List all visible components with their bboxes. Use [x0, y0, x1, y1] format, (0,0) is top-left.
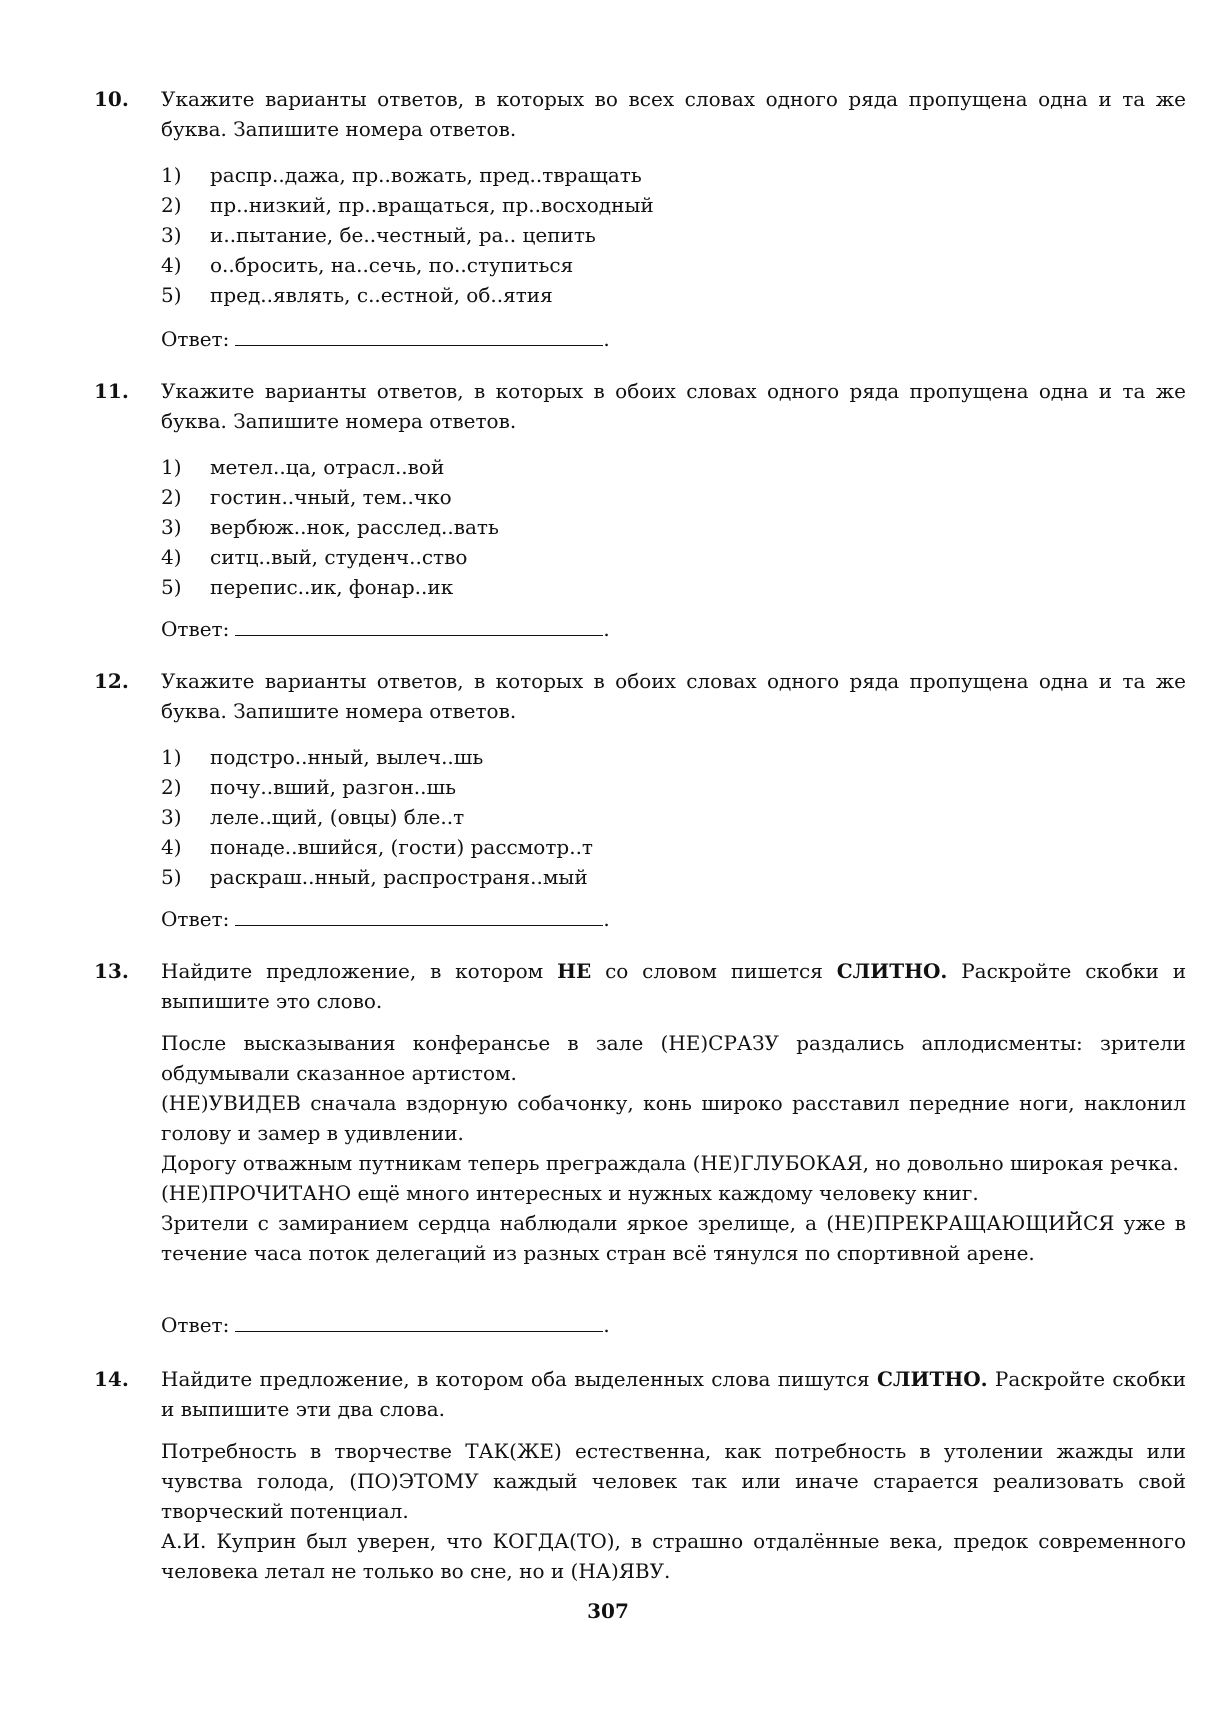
list-item: 5) пред..являть, с..естной, об..ятия [161, 283, 553, 307]
answer-label: Ответ: [161, 327, 230, 351]
list-item: 1) метел..ца, отрасл..вой [161, 455, 445, 479]
task-prompt: Найдите предложение, в котором НЕ со словом пишется СЛИТНО. Раскройте скобки и выпишите это слово. [161, 959, 1187, 1013]
list-item: 4) ситц..вый, студенч..ство [161, 545, 468, 569]
answer-line: Ответ: . [161, 1313, 610, 1337]
sentence: (НЕ)ПРОЧИТАНО ещё много интересных и нужных каждому человеку книг. [161, 1181, 979, 1205]
sentence: Зрители с замиранием сердца наблюдали яркое зрелище, а (НЕ)ПРЕКРАЩАЮЩИЙСЯ уже в течение часа поток делегаций из разных стран всё тянулся по спортивной арене. [161, 1211, 1186, 1265]
list-item: 3) леле..щий, (овцы) бле..т [161, 805, 465, 829]
answer-label: Ответ: [161, 617, 230, 641]
sentence: А.И. Куприн был уверен, что КОГДА(ТО), в страшно отдалённые века, предок современного человека летал не только во сне, но и (НА)ЯВУ. [161, 1529, 1186, 1583]
list-item: 5) перепис..ик, фонар..ик [161, 575, 454, 599]
sentence: Потребность в творчестве ТАК(ЖЕ) естественна, как потребность в утолении жажды или чувства голода, (ПО)ЭТОМУ каждый человек так или иначе старается реализовать свой творческий потенциал. [161, 1439, 1186, 1523]
list-item: 2) пр..низкий, пр..вращаться, пр..восходный [161, 193, 654, 217]
task-number: 10. [94, 87, 129, 111]
page-number: 307 [587, 1599, 629, 1623]
list-item: 3) и..пытание, бе..честный, ра.. цепить [161, 223, 596, 247]
answer-line: Ответ: . [161, 617, 610, 641]
task-prompt: Укажите варианты ответов, в которых в обоих словах одного ряда пропущена одна и та же буква. Запишите номера ответов. [161, 379, 1186, 433]
sentence: (НЕ)УВИДЕВ сначала вздорную собачонку, конь широко расставил передние ноги, наклонил голову и замер в удивлении. [161, 1091, 1186, 1145]
list-item: 3) вербюж..нок, расслед..вать [161, 515, 499, 539]
task-prompt: Укажите варианты ответов, в которых во всех словах одного ряда пропущена одна и та же буква. Запишите номера ответов. [161, 87, 1186, 141]
sentence: После высказывания конферансье в зале (НЕ)СРАЗУ раздались аплодисменты: зрители обдумывали сказанное артистом. [161, 1031, 1186, 1085]
answer-line: Ответ: . [161, 327, 610, 351]
task-prompt: Укажите варианты ответов, в которых в обоих словах одного ряда пропущена одна и та же буква. Запишите номера ответов. [161, 669, 1186, 723]
list-item: 2) гостин..чный, тем..чко [161, 485, 452, 509]
list-item: 4) понаде..вшийся, (гости) рассмотр..т [161, 835, 593, 859]
sentence: Дорогу отважным путникам теперь преграждала (НЕ)ГЛУБОКАЯ, но довольно широкая речка. [161, 1151, 1179, 1175]
task-number: 14. [94, 1367, 129, 1391]
task-prompt: Найдите предложение, в котором оба выделенных слова пишутся СЛИТНО. Раскройте скобки и выпишите эти два слова. [161, 1367, 1187, 1421]
list-item: 2) почу..вший, разгон..шь [161, 775, 456, 799]
answer-field[interactable] [235, 615, 603, 636]
task-number: 13. [94, 959, 129, 983]
list-item: 1) распр..дажа, пр..вожать, пред..твращать [161, 163, 642, 187]
list-item: 4) о..бросить, на..сечь, по..ступиться [161, 253, 574, 277]
options-list [161, 742, 1161, 892]
options-list [161, 452, 1161, 602]
list-item: 5) раскраш..нный, распространя..мый [161, 865, 588, 889]
answer-field[interactable] [235, 905, 603, 926]
answer-label: Ответ: [161, 907, 230, 931]
sentences-block [161, 1028, 1186, 1268]
task-number: 11. [94, 379, 129, 403]
options-list [161, 160, 1161, 310]
answer-field[interactable] [235, 1311, 603, 1332]
answer-line: Ответ: . [161, 907, 610, 931]
sentences-block [161, 1436, 1186, 1586]
task-number: 12. [94, 669, 129, 693]
answer-field[interactable] [235, 325, 603, 346]
answer-label: Ответ: [161, 1313, 230, 1337]
list-item: 1) подстро..нный, вылеч..шь [161, 745, 484, 769]
